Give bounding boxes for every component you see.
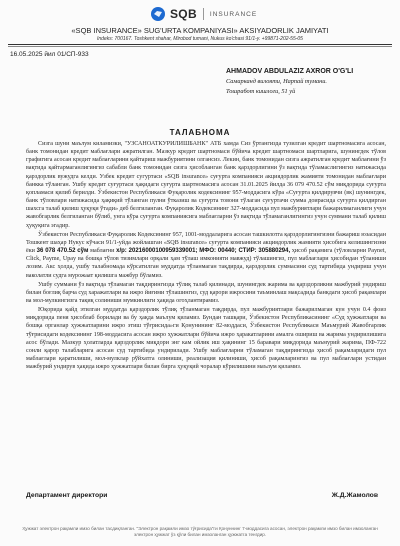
paragraph-1: [26, 140, 386, 230]
sqb-logo-icon: [150, 6, 166, 22]
company-name: «SQB INSURANCE» SUG'URTA KOMPANIYASI» AKSIYADORLIK JAMIYATI: [71, 26, 329, 35]
header-rule: [8, 44, 392, 45]
header-rule-thin: [8, 46, 392, 47]
claim-amount: 36 078 470.52 сўм: [36, 248, 89, 255]
paragraph-1-text-b: 079 470.52 сўм миқдорида суғурта қопламаси қилиб берилди. Ўзбекистон Республикаси Фуқаролик кодексининг 957-моддасига кўра «Суғурта қилдирувчи (вк) шунингдек, банк тўловлари натижасида ҳақиқий тўланган пулни ўтказиш ва суғурта товони тўлаган суғуртачи сумма доирасида суғурта қилдирган шахсга талаб қилиш ҳуқуқи ўтади» деб белгиланган. Фуқаролик Кодексининг 327-моддасида пул мажбуриятлари бажарилмаганлиги учун жавобгарлик белгиланган бўлиб, унга кўра суғурта компаниясига маблағларни ўз вақтида тўламаганлигингиз учун суммани талаб қилиш ҳуқуқига эгадир.: [26, 181, 386, 229]
bank-account-details: х/р: 20216000100959339001; МФО: 00440; СТИР: 305880294,: [116, 248, 291, 255]
company-logo: [150, 6, 257, 22]
signatory-department: Департамент директори: [26, 492, 108, 499]
footer-note: Ҳужжат электрон рақамли имзо билан тасдиқланган. "Электрон рақамли имзо тўғрисида"ги Қонуннинг 7-моддасига асосан, электрон рақамли имзо билан имзоланган электрон ҳужжат ўз қўли билан имзоланган ҳужжатга тенгдир.: [22, 526, 378, 537]
paragraph-1-text-a: Сизга шуни маълум киламизки, "УЗСАНОАТКУРИЛИШБАНК" АТБ хамда Сиз ўртангизда тузилган кредит шартномасига асосан, банк томонидан кредит маблағлари ажратилган. Мазкур кредит шартномаси бўйича кредит шартномаси шартларига, шунингдек тўлов графигига асосан кредит маблағларини қайтариш мажбуриятини олгансиз. Лекин, банк томонидан сизга ажратилган кредит маблағини ўз вақтида қайтармаганлигингиз сабабли банк томонидан сизга ҳисобланган банк қарздорлигини ўз вақтида тўламаслигингиз натижасида қарздорлик вужудга келди. Узбек кредит сугуртаси «SQB insurance» суғурта компанияси акциядорлик жамияти томонидан маблағлари банкка тўланган. Ушбу кредит суғуртаси ҳақидаги суғурта шартномасига асосан 31.01.2025 йилда 36: [26, 141, 386, 188]
recipient-address-line2: Тошработ кишлоги, 51 уй: [226, 88, 296, 95]
letter-body: [26, 140, 386, 372]
logo-subtitle: INSURANCE: [209, 10, 258, 18]
paragraph-4: Юқорида қайд этилган муддатда қарздорлик тўлиқ тўланмаган тақдирда, пул мажбуриятлари бажарилмаган кун учун 0.4 фоиз миқдорида пеня ҳисоблаб борилади ва бу ҳақда маълум қиламиз. Бундан ташқари, Ўзбекистон Республикасининг «Суд ҳужжатлари ва бошқа органлар ҳужжатларини ижро этиш тўғрисида»ги Қонунининг 82-моддаси, Ўзбекистон Республикаси Маъмурий Жавобгарлик тўғрисидаги кодексининг 198-моддасига асосан ижро ҳужжатлари бўйича ижро ҳаракатларини амалга ошириш ва жарима ундирилишига асос бўлади. Мазкур ҳолатларда қарздорлик миқдори энг кам ойлик иш ҳақининг 15 баравари миқдорида маъмурий жарима, ПФ-722 сонли қарор талабларига асосан суд тартибида ундирилади. Ушбу маблағларни тўламаган тақдирингизда ҳисоб рақамларидаги пул маблағлари қаратилиши, мол-мулклар рўйхатга олиниши, реализация қилиниши, ҳисоб рақамларингиз ва пул маблағлари устидан мажбурий ундирув ҳақида ижро ҳужжатлари билан бирга ҳуқуқий чоралар кўрилишини маълум қиламиз.: [26, 307, 386, 371]
signature-row: [26, 492, 378, 499]
paragraph-2-text-b: маблағни: [88, 248, 117, 255]
paragraph-3: Ушбу суммани ўз вақтида тўламаган тақдирингизда тўлиқ талаб қилинади, шунингдек жарима ва қарздорликни мажбурий ундириш билан боғлиқ барча суд харажатлари ва ижро йиғими тўлашингиз, суд қарори ижросини таъминлаш мақсадида банкдаги ҳисоб рақамлари ва мол-мулкингизга тақиқ солиниши мумкинлиги ҳақида огоҳлантирамиз.: [26, 281, 386, 304]
document-title: ТАЛАБНОМА: [169, 128, 231, 137]
paragraph-2-text-a: Ўзбекистон Республикаси Фуқаролик Кодексининг 957, 1001-моддаларига асосан ташкилотга қарздорлигингизни бажариш юзасидан Тошкент шаҳар Нукус кўчаси 91/1-уйда жойлашган «SQB insurance» суғурта компанияси акциядорлик жамияти ҳисобига келишингизни ёки: [26, 231, 386, 255]
paragraph-2-text-c: ҳисоб рақамига (тўловларни Paynet, Click, Payme, Upay ва бошқа тўлов тизимлари орқали ҳам тўлаш имконияти мавжуд) тўлашингиз, пул маблағлари ҳисобидан тўланиши лозим. Акс ҳолда, ушбу талабномада кўрсатилган муддатда тўланмаган тақдирда, қарздорлик суммасини суд тартибида ундириш учун ваколатли судга мурожаат қилишга мажбур бўламиз.: [26, 248, 386, 279]
company-address: Indeks: 700167. Toshkent shahar, Mirobod tumani, Nukus ko'chasi 91/1-y. +99871-202-55-05: [97, 36, 303, 42]
document-reference: 16.05.2025 йил 01/СП-933: [10, 51, 89, 58]
logo-word: SQB: [170, 7, 197, 21]
recipient-block: [226, 68, 366, 95]
recipient-address-line1: Самарканд вилояти, Нарпай тумани.: [226, 78, 327, 85]
paragraph-2: [26, 231, 386, 280]
recipient-name: AHMADOV ABDULAZIZ AXROR O'G'LI: [226, 68, 354, 75]
logo-divider: [203, 8, 204, 20]
signatory-name: Ж.Д.Жамолов: [331, 492, 378, 499]
